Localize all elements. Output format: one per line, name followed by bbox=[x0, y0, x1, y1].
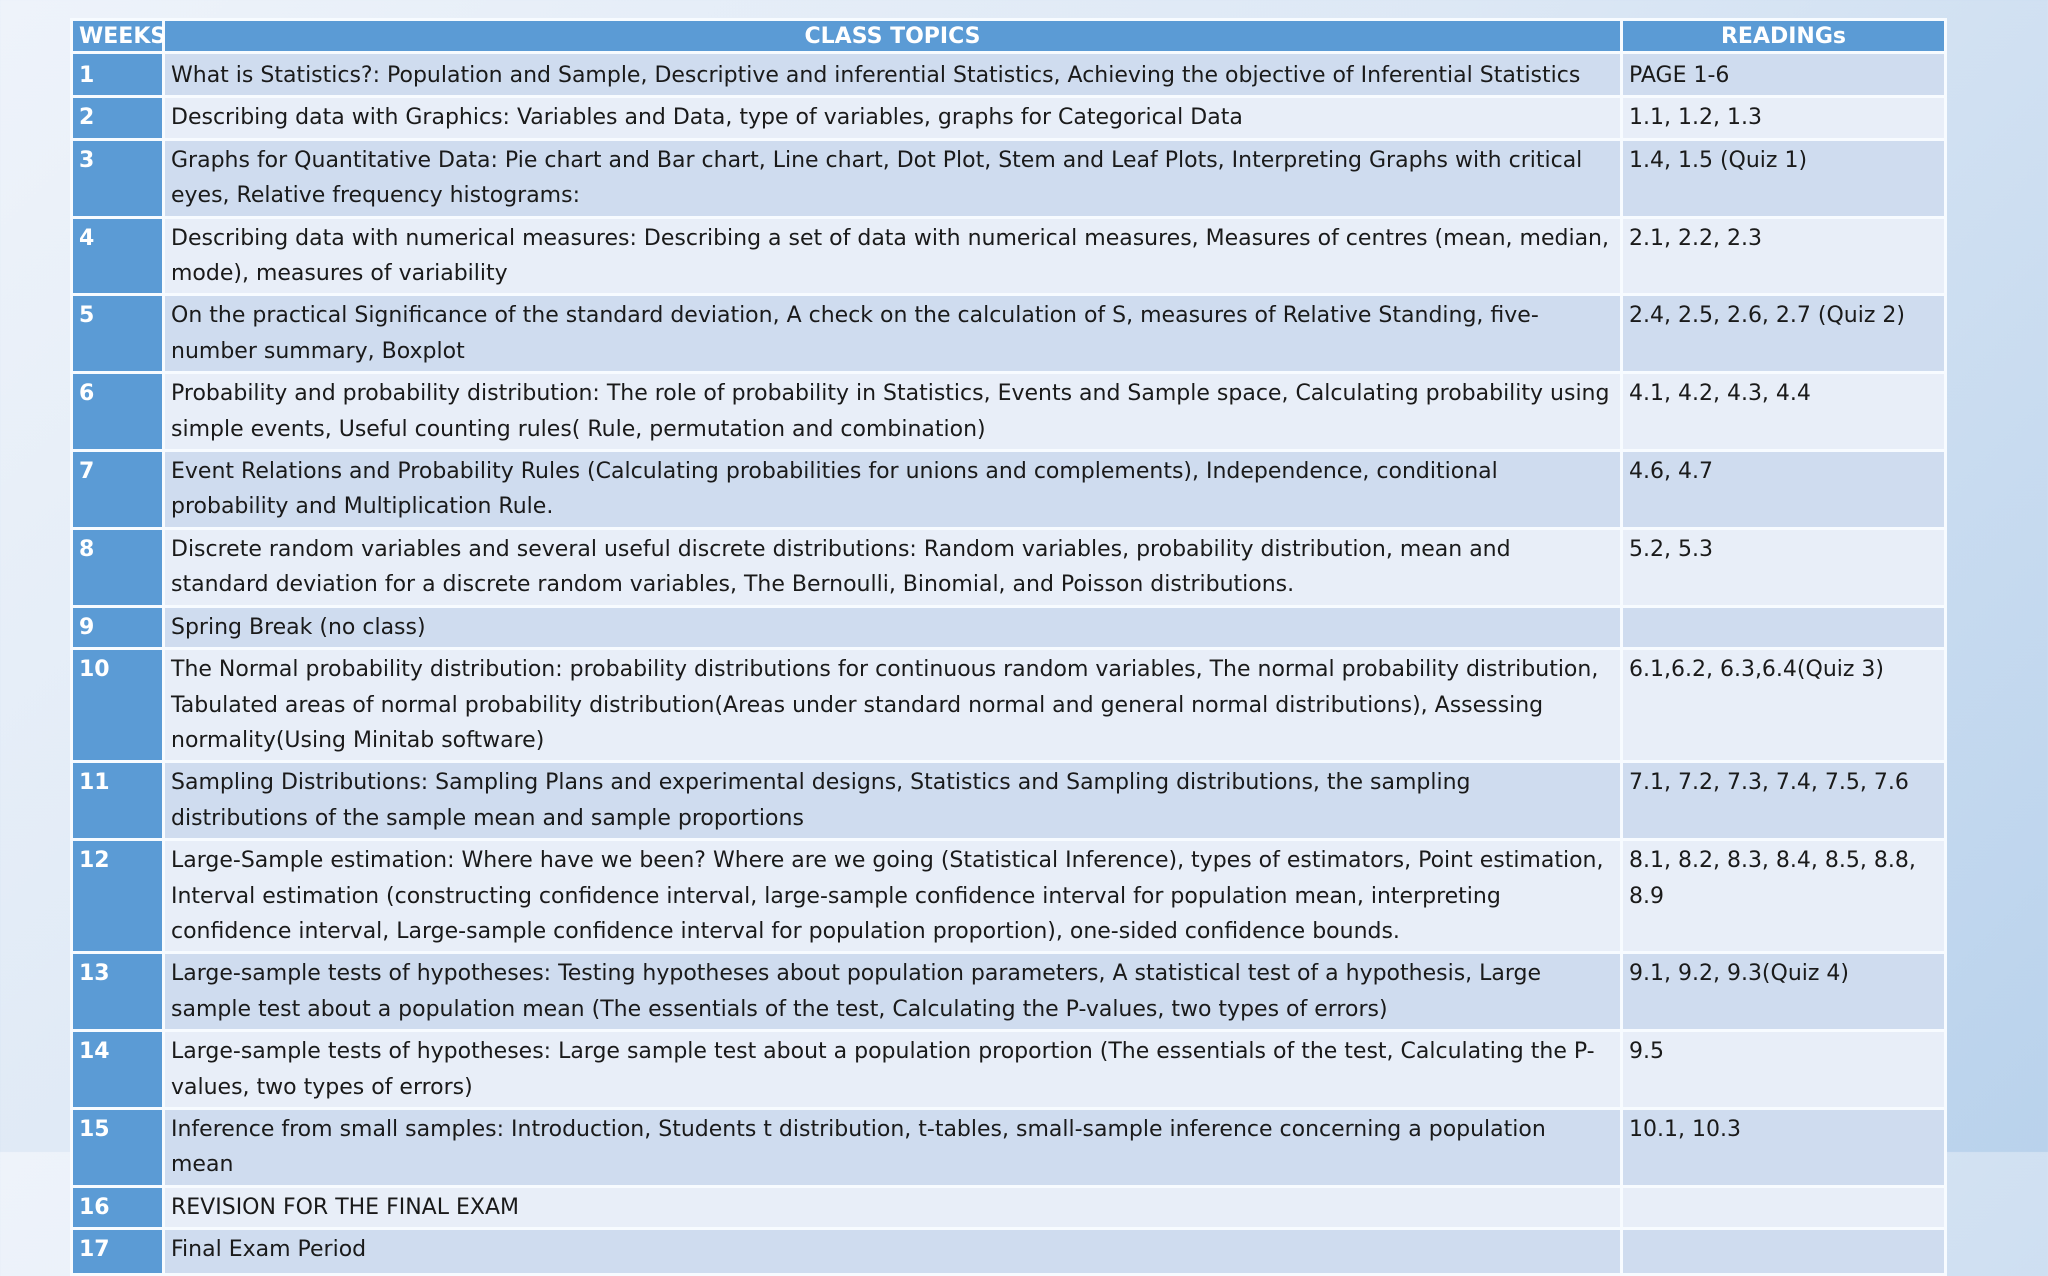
reading-assignment: 4.6, 4.7 bbox=[1622, 451, 1946, 529]
week-number: 11 bbox=[72, 762, 164, 840]
reading-assignment: 2.4, 2.5, 2.6, 2.7 (Quiz 2) bbox=[1622, 295, 1946, 373]
class-topic: Graphs for Quantitative Data: Pie chart and Bar chart, Line chart, Dot Plot, Stem and Leaf Plots, Interpreting Graphs with critical eyes, Relative frequency histograms: bbox=[164, 139, 1622, 217]
week-number: 4 bbox=[72, 217, 164, 295]
table-row bbox=[72, 528, 1946, 606]
reading-assignment bbox=[1622, 1186, 1946, 1228]
class-topic: Describing data with Graphics: Variables and Data, type of variables, graphs for Categorical Data bbox=[164, 97, 1622, 139]
weeks-header: WEEKS bbox=[72, 20, 164, 53]
class-topic: REVISION FOR THE FINAL EXAM bbox=[164, 1186, 1622, 1228]
class-topic: The Normal probability distribution: probability distributions for continuous random variables, The normal probability distribution, Tabulated areas of normal probability distribution(Areas under standard normal and general normal distributions), Assessing normality(Using Minitab software) bbox=[164, 649, 1622, 762]
reading-assignment: 5.2, 5.3 bbox=[1622, 528, 1946, 606]
reading-assignment: 8.1, 8.2, 8.3, 8.4, 8.5, 8.8, 8.9 bbox=[1622, 840, 1946, 953]
week-number: 12 bbox=[72, 840, 164, 953]
week-number: 17 bbox=[72, 1229, 164, 1275]
class-topic: Spring Break (no class) bbox=[164, 606, 1622, 648]
table-row bbox=[72, 451, 1946, 529]
table-row bbox=[72, 139, 1946, 217]
reading-assignment: 1.4, 1.5 (Quiz 1) bbox=[1622, 139, 1946, 217]
class-topic: Final Exam Period bbox=[164, 1229, 1622, 1275]
class-topic: What is Statistics?: Population and Sample, Descriptive and inferential Statistics, Achieving the objective of Inferential Statistics bbox=[164, 53, 1622, 97]
class-topic: Discrete random variables and several useful discrete distributions: Random variables, probability distribution, mean and standard deviation for a discrete random variables, The Bernoulli, Binomial, and Poisson distributions. bbox=[164, 528, 1622, 606]
course-schedule-table bbox=[70, 18, 1947, 1276]
week-number: 7 bbox=[72, 451, 164, 529]
table-row bbox=[72, 1229, 1946, 1275]
week-number: 14 bbox=[72, 1031, 164, 1109]
class-topic: Describing data with numerical measures: Describing a set of data with numerical measures, Measures of centres (mean, median, mode), measures of variability bbox=[164, 217, 1622, 295]
week-number: 16 bbox=[72, 1186, 164, 1228]
reading-assignment: 10.1, 10.3 bbox=[1622, 1108, 1946, 1186]
table-row bbox=[72, 1031, 1946, 1109]
class-topic: Large-sample tests of hypotheses: Testing hypotheses about population parameters, A statistical test of a hypothesis, Large sample test about a population mean (The essentials of the test, Calculating the P-values, two types of errors) bbox=[164, 953, 1622, 1031]
table-row bbox=[72, 606, 1946, 648]
class-topic: Large-Sample estimation: Where have we been? Where are we going (Statistical Inference), types of estimators, Point estimation, Interval estimation (constructing confidence interval, large-sample confidence interval for population mean, interpreting confidence interval, Large-sample confidence interval for population proportion), one-sided confidence bounds. bbox=[164, 840, 1622, 953]
table-row bbox=[72, 762, 1946, 840]
reading-assignment: 9.1, 9.2, 9.3(Quiz 4) bbox=[1622, 953, 1946, 1031]
reading-assignment bbox=[1622, 606, 1946, 648]
class-topics-header: CLASS TOPICS bbox=[164, 20, 1622, 53]
table-row bbox=[72, 953, 1946, 1031]
table-row bbox=[72, 373, 1946, 451]
week-number: 6 bbox=[72, 373, 164, 451]
table-row bbox=[72, 53, 1946, 97]
week-number: 15 bbox=[72, 1108, 164, 1186]
week-number: 10 bbox=[72, 649, 164, 762]
week-number: 3 bbox=[72, 139, 164, 217]
table-row bbox=[72, 1186, 1946, 1228]
class-topic: Inference from small samples: Introduction, Students t distribution, t-tables, small-sample inference concerning a population mean bbox=[164, 1108, 1622, 1186]
reading-assignment: PAGE 1-6 bbox=[1622, 53, 1946, 97]
table-header-row bbox=[72, 20, 1946, 53]
reading-assignment: 1.1, 1.2, 1.3 bbox=[1622, 97, 1946, 139]
week-number: 13 bbox=[72, 953, 164, 1031]
table-row bbox=[72, 217, 1946, 295]
reading-assignment: 4.1, 4.2, 4.3, 4.4 bbox=[1622, 373, 1946, 451]
table-body bbox=[72, 53, 1946, 1275]
readings-header: READINGs bbox=[1622, 20, 1946, 53]
week-number: 8 bbox=[72, 528, 164, 606]
week-number: 5 bbox=[72, 295, 164, 373]
week-number: 1 bbox=[72, 53, 164, 97]
table-row bbox=[72, 97, 1946, 139]
reading-assignment: 9.5 bbox=[1622, 1031, 1946, 1109]
class-topic: Sampling Distributions: Sampling Plans and experimental designs, Statistics and Sampling distributions, the sampling distributions of the sample mean and sample proportions bbox=[164, 762, 1622, 840]
table-row bbox=[72, 649, 1946, 762]
table-row bbox=[72, 1108, 1946, 1186]
reading-assignment: 2.1, 2.2, 2.3 bbox=[1622, 217, 1946, 295]
reading-assignment: 7.1, 7.2, 7.3, 7.4, 7.5, 7.6 bbox=[1622, 762, 1946, 840]
class-topic: On the practical Significance of the standard deviation, A check on the calculation of S, measures of Relative Standing, five-number summary, Boxplot bbox=[164, 295, 1622, 373]
class-topic: Probability and probability distribution: The role of probability in Statistics, Events and Sample space, Calculating probability using simple events, Useful counting rules( Rule, permutation and combination) bbox=[164, 373, 1622, 451]
class-topic: Large-sample tests of hypotheses: Large sample test about a population proportion (The essentials of the test, Calculating the P-values, two types of errors) bbox=[164, 1031, 1622, 1109]
week-number: 2 bbox=[72, 97, 164, 139]
class-topic: Event Relations and Probability Rules (Calculating probabilities for unions and complements), Independence, conditional probability and Multiplication Rule. bbox=[164, 451, 1622, 529]
table-row bbox=[72, 840, 1946, 953]
table-row bbox=[72, 295, 1946, 373]
reading-assignment bbox=[1622, 1229, 1946, 1275]
reading-assignment: 6.1,6.2, 6.3,6.4(Quiz 3) bbox=[1622, 649, 1946, 762]
week-number: 9 bbox=[72, 606, 164, 648]
